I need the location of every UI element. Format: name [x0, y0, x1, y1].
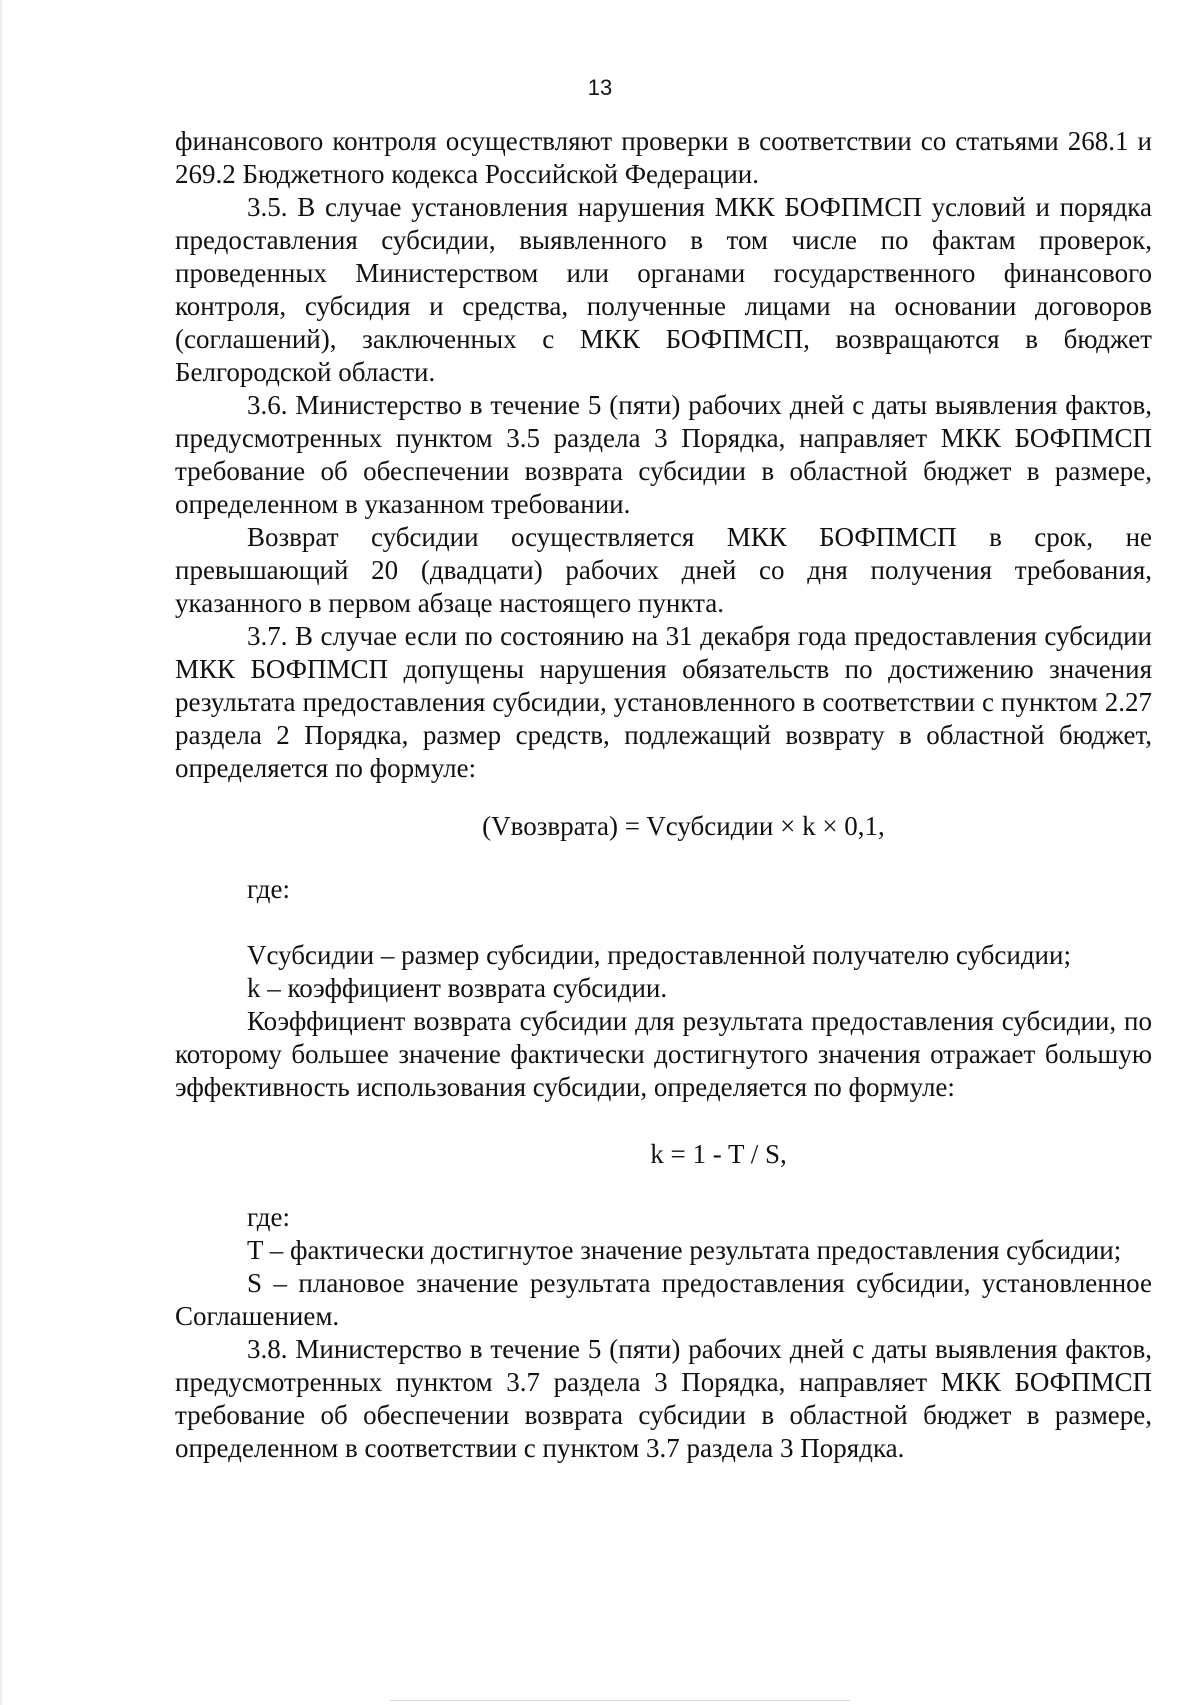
definition-t: T – фактически достигнутое значение результата предоставления субсидии;: [247, 1235, 1122, 1265]
paragraph-3-6: 3.6. Министерство в течение 5 (пяти) рабочих дней с даты выявления фактов, предусмотренных пунктом 3.5 раздела 3 Порядка, направляет МКК БОФПМСП требование об обеспечении возврата субсидии в областной бюджет в размере, определенном в указанном требовании.: [175, 390, 1152, 519]
document-body: [175, 125, 1152, 1465]
formula-return-volume: (Vвозврата) = Vсубсидии × k × 0,1,: [482, 811, 885, 841]
page-number: 13: [587, 75, 613, 100]
where-label-2: где:: [247, 1202, 290, 1232]
definition-s: S – плановое значение результата предоставления субсидии, установленное Соглашением.: [175, 1268, 1152, 1331]
formula-coefficient: k = 1 - T / S,: [650, 1139, 787, 1169]
paragraph-3-8: 3.8. Министерство в течение 5 (пяти) рабочих дней с даты выявления фактов, предусмотренных пунктом 3.7 раздела 3 Порядка, направляет МКК БОФПМСП требование об обеспечении возврата субсидии в областной бюджет в размере, определенном в соответствии с пунктом 3.7 раздела 3 Порядка.: [175, 1334, 1152, 1463]
paragraph-coefficient: Коэффициент возврата субсидии для результата предоставления субсидии, по которому большее значение фактически достигнутого значения отражает большую эффективность использования субсидии, определяется по формуле:: [175, 1006, 1152, 1102]
paragraph-continuation: финансового контроля осуществляют проверки в соответствии со статьями 268.1 и 269.2 Бюджетного кодекса Российской Федерации.: [175, 126, 1152, 189]
definition-vsubsidy: Vсубсидии – размер субсидии, предоставленной получателю субсидии;: [247, 940, 1071, 970]
scan-bottom-line: [390, 1700, 850, 1701]
paragraph-3-7: 3.7. В случае если по состоянию на 31 декабря года предоставления субсидии МКК БОФПМСП допущены нарушения обязательств по достижению значения результата предоставления субсидии, установленного в соответствии с пунктом 2.27 раздела 2 Порядка, размер средств, подлежащий возврату в областной бюджет, определяется по формуле:: [175, 621, 1152, 783]
scan-edge: [0, 0, 2, 1705]
where-label-1: где:: [247, 874, 290, 904]
paragraph-3-5: 3.5. В случае установления нарушения МКК БОФПМСП условий и порядка предоставления субсидии, выявленного в том числе по фактам проверок, проведенных Министерством или органами государственного финансового контроля, субсидия и средства, полученные лицами на основании договоров (соглашений), заключенных с МКК БОФПМСП, возвращаются в бюджет Белгородской области.: [175, 192, 1152, 387]
definition-k: k – коэффициент возврата субсидии.: [247, 973, 668, 1003]
paragraph-return-term: Возврат субсидии осуществляется МКК БОФПМСП в срок, не превышающий 20 (двадцати) рабочих дней со дня получения требования, указанного в первом абзаце настоящего пункта.: [175, 522, 1152, 618]
